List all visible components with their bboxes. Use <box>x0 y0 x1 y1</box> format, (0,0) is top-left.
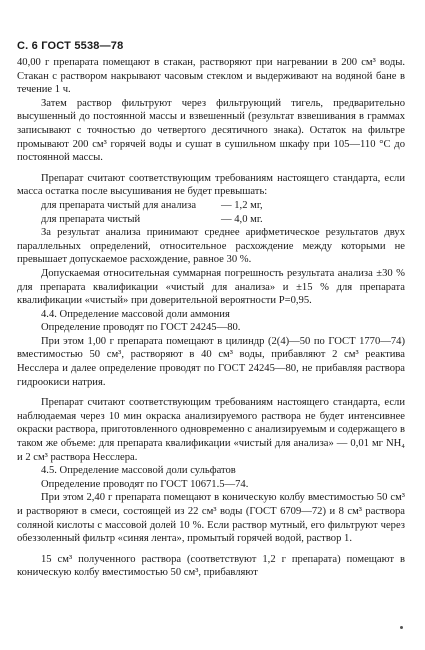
section-reference: Определение проводят по ГОСТ 24245—80. <box>41 322 241 334</box>
paragraph: Препарат считают соответствующим требованиям настоящего стандарта, если наблюдаемая через 10 мин окраска анализируемого раствора не будет интенсивнее окраски раствора, приготовленного одновременно с анализируемым и содержащего в таком же объеме: для препарата квалификации «чистый для анализа» — 0,01 мг NH₄ и 2 см³ раствора Несслера. <box>17 397 405 463</box>
paragraph: Препарат считают соответствующим требованиям настоящего стандарта, если масса остатка после высушивания не будет превышать: <box>17 172 405 198</box>
limit-name: для препарата чистый для анализа <box>41 199 197 211</box>
paragraph: При этом 2,40 г препарата помещают в коническую колбу вместимостью 50 см³ и растворяют в смеси, состоящей из 22 см³ воды (ГОСТ 6709—72) и 8 см³ раствора соляной кислоты с массовой долей 10 %. Если раствор мутный, его фильтруют через обеззоленный фильтр «синяя лента», промытый горячей водой, раствор 1. <box>17 492 405 545</box>
page-mark <box>400 626 403 629</box>
document-body <box>17 56 405 580</box>
paragraph: Допускаемая относительная суммарная погрешность результата анализа ±30 % для препарата квалификации «чистый для анализа» и ±15 % для препарата квалификации «чистый» при доверительной вероятности P=0,95. <box>17 267 405 307</box>
limit-name: для препарата чистый <box>41 213 141 225</box>
limit-row <box>17 213 405 227</box>
paragraph: Затем раствор фильтруют через фильтрующий тигель, предварительно высушенный до постоянной массы и взвешенный (результат взвешивания в граммах записывают с точностью до четвертого десятичного знака). Остаток на фильтре промывают 200 см³ горячей воды и сушат в сушильном шкафу при 105—110 °С до постоянной массы. <box>17 97 405 164</box>
limit-value: — 1,2 мг, <box>221 199 263 211</box>
page-header: С. 6 ГОСТ 5538—78 <box>17 40 124 52</box>
paragraph: 15 см³ полученного раствора (соответствуют 1,2 г препарата) помещают в коническую колбу вместимостью 50 см³, прибавляют <box>17 553 405 579</box>
limit-value: — 4,0 мг. <box>221 213 263 225</box>
section-reference: Определение проводят по ГОСТ 10671.5—74. <box>41 478 249 490</box>
section-heading: 4.5. Определение массовой доли сульфатов <box>41 465 236 477</box>
paragraph: За результат анализа принимают среднее арифметическое результатов двух параллельных определений, относительное расхождение между которыми не превышает допускаемое расхождение, равное 30 %. <box>17 227 405 266</box>
section-heading: 4.4. Определение массовой доли аммония <box>41 308 230 320</box>
limit-row <box>17 199 405 213</box>
paragraph: При этом 1,00 г препарата помещают в цилиндр (2(4)—50 по ГОСТ 1770—74) вместимостью 50 см³, растворяют в 40 см³ воды, прибавляют 2 см³ реактива Несслера и далее определение проводят по ГОСТ 24245—80, не прибавляя раствора гидроокиси натрия. <box>17 335 405 388</box>
paragraph: 40,00 г препарата помещают в стакан, растворяют при нагревании в 200 см³ воды. Стакан с раствором накрывают часовым стеклом и выдерживают на водяной бане в течение 1 ч. <box>17 57 405 96</box>
